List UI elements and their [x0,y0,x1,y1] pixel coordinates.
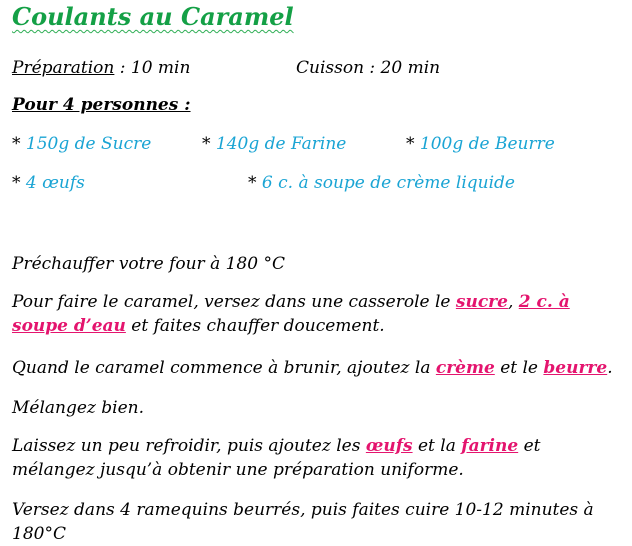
ingredient-text: 6 c. à soupe de crème liquide [261,173,515,193]
ingredient-text: 140g de Farine [215,134,347,154]
ingredient-item [248,173,515,193]
ingredient-item [12,134,151,154]
prep-time [12,58,190,78]
ingredient-bullet: * [202,134,216,154]
serves-heading: Pour 4 personnes : [12,95,191,115]
step-text: Laissez un peu refroidir, puis ajoutez les [12,436,366,456]
step-text: Préchauffer votre four à 180 °C [12,254,285,274]
step-text: Pour faire le caramel, versez dans une casserole le [12,292,456,312]
ingredient-bullet: * [248,173,262,193]
step-paragraph [12,252,624,276]
step-text: et la [412,436,462,456]
step-paragraph [12,356,624,380]
step-text: et mélangez jusqu’à obtenir une préparation uniforme. [12,436,541,480]
step-text: Quand le caramel commence à brunir, ajoutez la [12,358,436,378]
ingredient-highlight: œufs [365,436,413,456]
step-paragraph [12,498,624,546]
cook-time: Cuisson : 20 min [296,58,441,78]
step-paragraph [12,396,624,420]
step-text: et faites chauffer doucement. [125,316,385,336]
ingredient-item [12,173,85,193]
ingredient-highlight: beurre [543,358,608,378]
ingredient-highlight: 2 c. à soupe d’eau [12,292,570,336]
step-text: Mélangez bien. [12,398,145,418]
ingredient-highlight: crème [435,358,495,378]
ingredient-bullet: * [12,173,26,193]
ingredient-text: 100g de Beurre [419,134,555,154]
prep-value: : 10 min [114,58,191,78]
ingredient-highlight: farine [461,436,519,456]
recipe-title: Coulants au Caramel [12,2,294,31]
ingredient-bullet: * [406,134,420,154]
step-text: et le [494,358,544,378]
step-text: . [607,358,613,378]
ingredient-bullet: * [12,134,26,154]
ingredient-text: 150g de Sucre [25,134,152,154]
ingredient-item [202,134,346,154]
step-paragraph [12,434,624,482]
step-text: Versez dans 4 ramequins beurrés, puis faites cuire 10-12 minutes à 180°C [12,500,594,544]
prep-label: Préparation [12,58,115,78]
step-text: , [507,292,519,312]
ingredient-item [406,134,555,154]
ingredient-highlight: sucre [455,292,508,312]
ingredient-text: 4 œufs [25,173,85,193]
step-paragraph [12,290,624,338]
